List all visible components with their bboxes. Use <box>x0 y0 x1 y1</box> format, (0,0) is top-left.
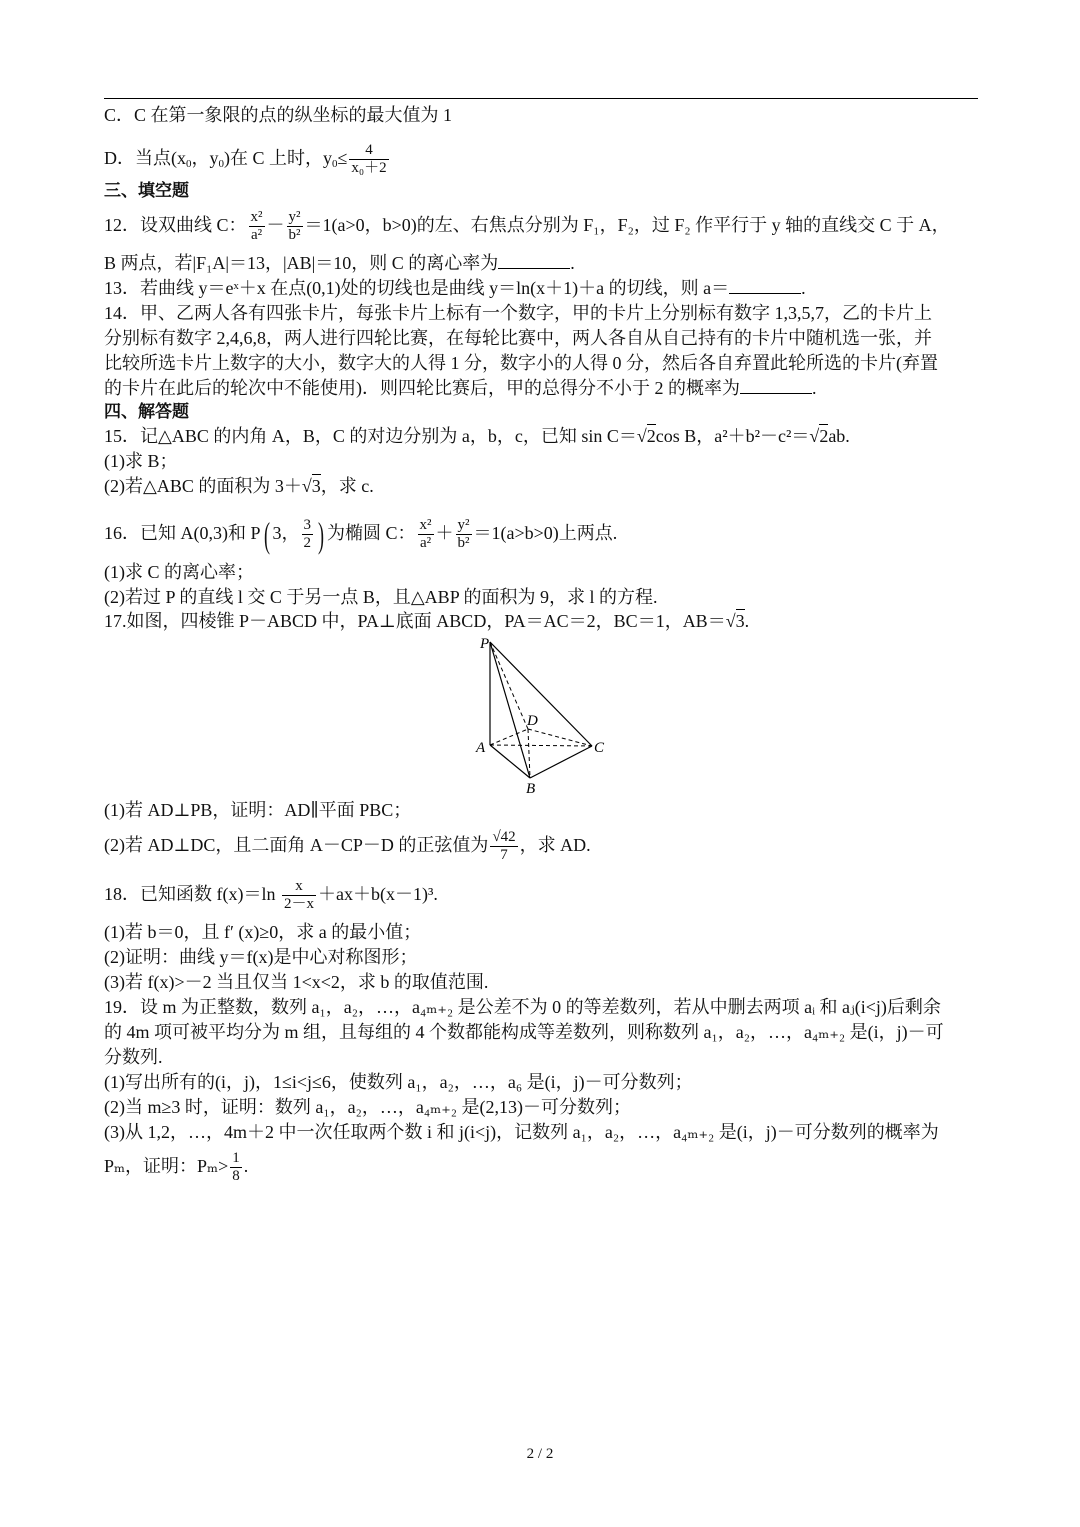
page-number: 2 / 2 <box>526 1446 554 1462</box>
question-12: 12．设双曲线 C： $\frac{\text{x²}}{\text{a²}}$ － $\frac{\text{y²}}{\text{b²}}$ ＝1(a>0，b>0)的左、右焦点分别为 F₁，F₂，过 F₂ 作平行于 y 轴的直线交 C 于 A， <box>104 209 950 244</box>
fraction: $\frac{4}{\text{x₀＋2}}$ <box>351 142 387 177</box>
option-c: C．C 在第一象限的点的纵坐标的最大值为 1 <box>104 105 453 125</box>
question-15-part-2: (2)若△ABC 的面积为 3＋√3，求 c. <box>104 476 374 496</box>
answer-blank <box>498 252 570 269</box>
question-18-part-2: (2)证明：曲线 y＝f(x)是中心对称图形； <box>104 947 418 967</box>
question-16: 16．已知 A(0,3)和 P( 3， $\frac{3}{2}$ ) 为椭圆 C： $\frac{\text{x²}}{\text{a²}}$ ＋ $\frac{\text{y²}}{\text{b²}}$ ＝1(a>b>0)上两点. <box>104 514 618 555</box>
question-14-line-1: 14．甲、乙两人各有四张卡片，每张卡片上标有一个数字，甲的卡片上分别标有数字 1,3,5,7，乙的卡片上 <box>104 303 932 323</box>
question-14-line-3: 比较所选卡片上数字的大小，数字大的人得 1 分，数字小的人得 0 分，然后各自弃置此轮所选的卡片(弃置 <box>104 353 938 373</box>
label-b: B <box>526 781 536 795</box>
question-17-part-2: (2)若 AD⊥DC，且二面角 A－CP－D 的正弦值为 $\frac{√42}{7}$ ，求 AD. <box>104 829 591 864</box>
label-a: A <box>476 740 486 756</box>
question-17-part-1: (1)若 AD⊥PB，证明：AD∥平面 PBC； <box>104 800 412 820</box>
question-15: 15．记△ABC 的内角 A，B，C 的对边分别为 a，b，c，已知 sin C＝√2cos B，a²＋b²－c²＝√2ab. <box>104 426 850 446</box>
answer-blank <box>740 377 812 394</box>
question-14-line-2: 分别标有数字 2,4,6,8，两人进行四轮比赛，在每轮比赛中，两人各自从自己持有的卡片中随机选一张，并 <box>104 328 932 348</box>
question-16-part-1: (1)求 C 的离心率； <box>104 562 254 582</box>
section-heading-answers: 四、解答题 <box>104 402 189 422</box>
label-p: P <box>480 636 490 652</box>
pyramid-figure <box>470 630 620 795</box>
question-19-part-2: (2)当 m≥3 时，证明：数列 a₁，a₂，…，a₄ₘ₊₂ 是(2,13)－可分数列； <box>104 1097 631 1117</box>
question-13: 13．若曲线 y＝eˣ＋x 在点(0,1)处的切线也是曲线 y＝ln(x＋1)＋a 的切线，则 a＝ . <box>104 278 806 298</box>
header-rule <box>104 98 978 99</box>
question-15-part-1: (1)求 B； <box>104 451 178 471</box>
question-19-part-1: (1)写出所有的(i，j)，1≤i<j≤6，使数列 a₁，a₂，…，a₆ 是(i，j)－可分数列； <box>104 1072 693 1092</box>
question-17: 17.如图，四棱锥 P－ABCD 中，PA⊥底面 ABCD，PA＝AC＝2，BC＝1，AB＝√3. <box>104 611 750 631</box>
question-14-line-4: 的卡片在此后的轮次中不能使用)．则四轮比赛后，甲的总得分不小于 2 的概率为 . <box>104 378 817 398</box>
question-18: 18．已知函数 f(x)＝ln $\frac{x}{2-x}$ ＋ax＋b(x－1)³. <box>104 878 438 913</box>
label-d: D <box>527 713 538 729</box>
question-19-part-3-cont: Pₘ，证明：Pₘ> $\frac{1}{8}$ . <box>104 1150 249 1185</box>
question-19-line-1: 19．设 m 为正整数，数列 a₁，a₂，…，a₄ₘ₊₂ 是公差不为 0 的等差数列，若从中删去两项 aᵢ 和 aⱼ(i<j)后剩余 <box>104 997 941 1017</box>
option-d: D．当点(x0，y0)在 C 上时，y0≤ $\frac{4}{\text{x₀＋2}}$ <box>104 142 387 177</box>
label-c: C <box>594 740 605 756</box>
answer-blank <box>729 277 801 294</box>
question-12-cont: B 两点，若|F₁A|＝13，|AB|＝10，则 C 的离心率为 . <box>104 253 575 273</box>
question-19-part-3: (3)从 1,2，…，4m＋2 中一次任取两个数 i 和 j(i<j)，记数列 a₁，a₂，…，a₄ₘ₊₂ 是(i，j)－可分数列的概率为 <box>104 1122 939 1142</box>
question-16-part-2: (2)若过 P 的直线 l 交 C 于另一点 B，且△ABP 的面积为 9，求 l 的方程. <box>104 587 658 607</box>
section-heading-fill-in: 三、填空题 <box>104 181 189 201</box>
question-19-line-2: 的 4m 项可被平均分为 m 组，且每组的 4 个数都能构成等差数列，则称数列 a₁，a₂，…，a₄ₘ₊₂ 是(i，j)－可 <box>104 1022 944 1042</box>
question-18-part-3: (3)若 f(x)>－2 当且仅当 1<x<2，求 b 的取值范围. <box>104 972 489 992</box>
question-18-part-1: (1)若 b＝0，且 f′ (x)≥0，求 a 的最小值； <box>104 922 422 942</box>
question-19-line-3: 分数列. <box>104 1047 163 1067</box>
